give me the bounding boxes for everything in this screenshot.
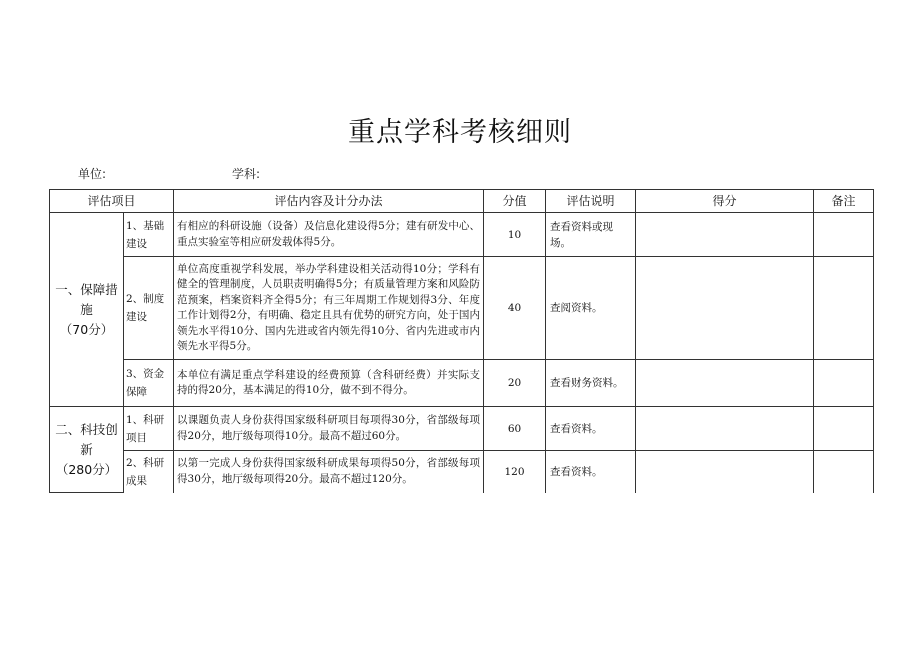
obtained-score-cell — [636, 360, 814, 407]
explanation-cell: 查看财务资料。 — [546, 360, 636, 407]
remarks-cell — [814, 257, 874, 360]
obtained-score-cell — [636, 257, 814, 360]
explanation-cell: 查阅资料。 — [546, 257, 636, 360]
content-cell: 本单位有满足重点学科建设的经费预算（含科研经费）并实际支持的得20分，基本满足的得10分，做不到不得分。 — [174, 360, 484, 407]
remarks-cell — [814, 451, 874, 493]
obtained-score-cell — [636, 407, 814, 451]
category-name: 一、保障措施 — [55, 281, 118, 317]
unit-label: 单位: — [78, 167, 107, 181]
content-cell: 以第一完成人身份获得国家级科研成果每项得50分，省部级每项得30分，地厅级每项得20分。最高不超过120分。 — [174, 451, 484, 493]
score-cell: 60 — [484, 407, 546, 451]
content-cell: 单位高度重视学科发展，举办学科建设相关活动得10分；学科有健全的管理制度，人员职责明确得5分；有质量管理方案和风险防范预案，档案资料齐全得5分；有三年周期工作规划得3分、年度工作计划得2分，有明确、稳定且具有优势的研究方向，处于国内领先水平得10分、国内先进或省内领先得10分、省内先进或市内领先水平得5分。 — [174, 257, 484, 360]
table-row — [50, 407, 874, 451]
subject-label: 学科: — [232, 167, 261, 181]
category-points: （280分） — [55, 461, 118, 477]
header-item: 评估项目 — [50, 190, 174, 213]
table-row — [50, 257, 874, 360]
category-points: （70分） — [59, 321, 114, 337]
sub-item: 2、制度建设 — [124, 257, 174, 360]
table-row — [50, 213, 874, 257]
score-cell: 10 — [484, 213, 546, 257]
remarks-cell — [814, 360, 874, 407]
table-header-row — [50, 190, 874, 213]
table-row — [50, 360, 874, 407]
header-score: 分值 — [484, 190, 546, 213]
explanation-cell: 查看资料。 — [546, 407, 636, 451]
explanation-cell: 查看资料或现场。 — [546, 213, 636, 257]
table-row — [50, 451, 874, 493]
obtained-score-cell — [636, 213, 814, 257]
sub-item: 1、科研项目 — [124, 407, 174, 451]
assessment-table — [49, 189, 874, 493]
page-title: 重点学科考核细则 — [348, 117, 572, 148]
sub-item: 3、资金保障 — [124, 360, 174, 407]
content-cell: 有相应的科研设施（设备）及信息化建设得5分；建有研发中心、重点实验室等相应研发载体得5分。 — [174, 213, 484, 257]
header-content: 评估内容及计分办法 — [174, 190, 484, 213]
score-cell: 40 — [484, 257, 546, 360]
header-obtained: 得分 — [636, 190, 814, 213]
sub-item: 2、科研成果 — [124, 451, 174, 493]
score-cell: 120 — [484, 451, 546, 493]
remarks-cell — [814, 407, 874, 451]
explanation-cell: 查看资料。 — [546, 451, 636, 493]
content-cell: 以课题负责人身份获得国家级科研项目每项得30分，省部级每项得20分，地厅级每项得10分。最高不超过60分。 — [174, 407, 484, 451]
obtained-score-cell — [636, 451, 814, 493]
sub-item: 1、基础建设 — [124, 213, 174, 257]
header-explanation: 评估说明 — [546, 190, 636, 213]
remarks-cell — [814, 213, 874, 257]
category-cell — [50, 213, 124, 407]
score-cell: 20 — [484, 360, 546, 407]
category-cell — [50, 407, 124, 493]
header-remarks: 备注 — [814, 190, 874, 213]
category-name: 二、科技创新 — [55, 421, 118, 457]
